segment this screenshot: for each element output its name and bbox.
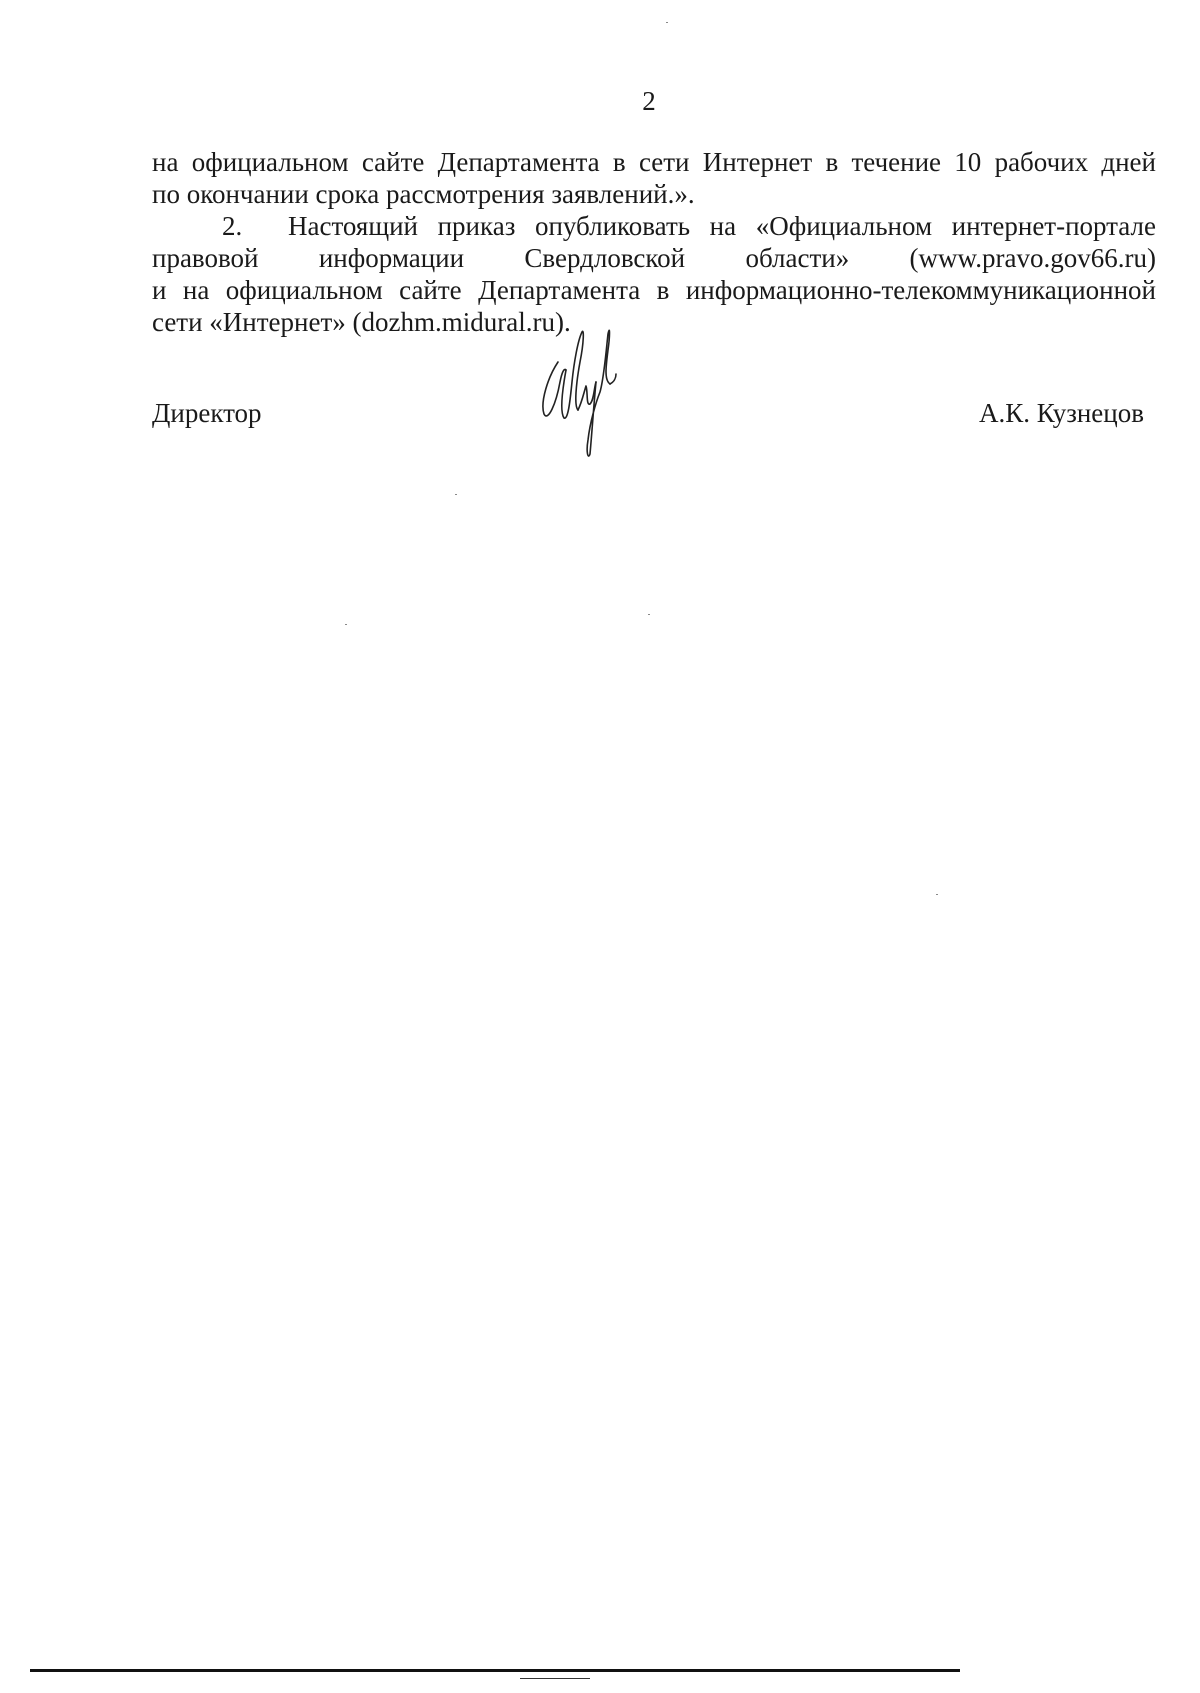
signatory-name: А.К. Кузнецов	[978, 398, 1144, 428]
paragraph-1-line-2: по окончании срока рассмотрения заявлений.».	[152, 179, 695, 209]
scan-edge-line	[30, 1669, 960, 1672]
paragraph-2-line-1-text: Настоящий приказ опубликовать на «Официальном интернет-портале	[288, 211, 1156, 241]
paragraph-2-line-2: правовой информации Свердловской области» (www.pravo.gov66.ru)	[152, 243, 1156, 273]
scan-speck	[648, 614, 650, 615]
document-body	[152, 146, 1156, 338]
scan-speck	[455, 494, 457, 495]
scan-edge-line-secondary	[520, 1678, 590, 1679]
paragraph-1-line-1: на официальном сайте Департамента в сети Интернет в течение 10 рабочих дней	[152, 147, 1156, 177]
paragraph-2-line-1	[152, 210, 1156, 242]
paragraph-2-line-4: сети «Интернет» (dozhm.midural.ru).	[152, 307, 571, 337]
handwritten-signature	[530, 322, 620, 462]
scan-speck	[936, 894, 938, 895]
page-number: 2	[642, 86, 656, 116]
scan-speck	[345, 624, 347, 625]
paragraph-2-line-3: и на официальном сайте Департамента в информационно-телекоммуникационной	[152, 275, 1156, 305]
paragraph-1	[152, 146, 1156, 210]
paragraph-2	[152, 210, 1156, 338]
paragraph-2-number: 2.	[222, 211, 243, 241]
scan-speck	[666, 22, 668, 23]
signatory-title: Директор	[152, 398, 262, 428]
